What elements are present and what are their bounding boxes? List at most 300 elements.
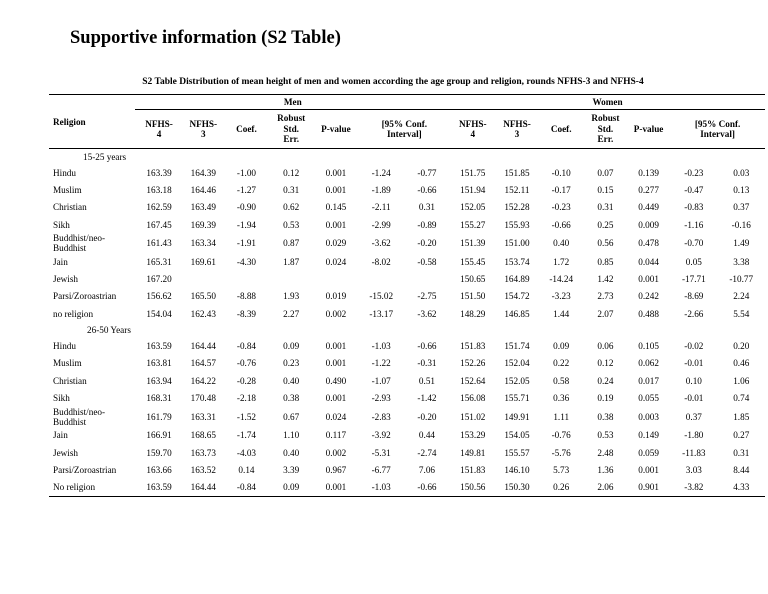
value-cell: -8.02 xyxy=(371,256,391,267)
value-cell: -0.76 xyxy=(236,358,257,369)
value-cell: 152.05 xyxy=(460,202,486,213)
value-cell: 164.57 xyxy=(190,358,216,369)
value-cell: -0.89 xyxy=(417,219,437,230)
value-cell xyxy=(183,270,224,287)
column-header-row xyxy=(49,110,765,149)
table-row xyxy=(49,461,765,478)
value-cell: 0.12 xyxy=(597,358,614,369)
religion-cell: Parsi/Zoroastrian xyxy=(53,464,117,475)
value-cell: 0.23 xyxy=(283,358,300,369)
section-row xyxy=(49,322,765,337)
religion-header: Religion xyxy=(49,95,135,149)
value-cell: 0.490 xyxy=(325,375,347,386)
value-cell: -1.07 xyxy=(371,375,391,386)
value-cell: 146.10 xyxy=(504,464,530,475)
value-cell: 0.017 xyxy=(638,375,659,386)
value-cell: 0.44 xyxy=(418,430,435,441)
value-cell: -0.76 xyxy=(551,430,571,441)
men-col-header-6: [95% Conf. Interval] xyxy=(359,110,451,149)
value-cell: 166.91 xyxy=(146,430,172,441)
value-cell: -17.71 xyxy=(681,274,706,285)
value-cell: 0.13 xyxy=(733,184,750,195)
value-cell: 163.59 xyxy=(135,478,182,496)
women-col-header-5: P-value xyxy=(627,110,670,149)
table-row xyxy=(49,407,765,427)
value-cell: 1.85 xyxy=(733,411,750,422)
data-table xyxy=(49,94,765,497)
table-row xyxy=(49,337,765,354)
men-col-header-2: NFHS- 3 xyxy=(183,110,224,149)
table-row xyxy=(49,355,765,372)
religion-cell: Muslim xyxy=(53,358,82,369)
value-cell: 0.20 xyxy=(733,341,750,352)
value-cell: 159.70 xyxy=(146,447,172,458)
value-cell: 163.31 xyxy=(190,411,216,422)
religion-cell: Jain xyxy=(53,430,68,441)
religion-cell: Hindu xyxy=(53,341,76,352)
value-cell: 0.25 xyxy=(597,219,614,230)
value-cell: 0.38 xyxy=(283,392,300,403)
value-cell: 0.149 xyxy=(638,430,659,441)
value-cell: -0.23 xyxy=(551,202,571,213)
value-cell: 0.901 xyxy=(627,478,670,496)
value-cell: 0.31 xyxy=(597,202,614,213)
value-cell: 0.31 xyxy=(733,447,750,458)
value-cell: 169.61 xyxy=(190,256,216,267)
value-cell: 0.029 xyxy=(325,238,347,249)
value-cell: 161.79 xyxy=(146,411,172,422)
value-cell: -0.31 xyxy=(417,358,437,369)
value-cell: 154.05 xyxy=(504,430,530,441)
value-cell: -1.80 xyxy=(684,430,704,441)
value-cell: 154.72 xyxy=(504,291,530,302)
religion-cell: Muslim xyxy=(53,184,82,195)
religion-cell: Buddhist/neo- Buddhist xyxy=(53,406,106,427)
value-cell: 0.15 xyxy=(597,184,614,195)
religion-cell: Parsi/Zoroastrian xyxy=(53,291,117,302)
section-label: 15-25 years xyxy=(83,151,127,162)
value-cell: -14.24 xyxy=(549,274,574,285)
value-cell: 155.27 xyxy=(460,219,486,230)
value-cell: -0.84 xyxy=(236,341,257,352)
value-cell: 150.56 xyxy=(450,478,495,496)
value-cell: 164.39 xyxy=(190,167,216,178)
value-cell: 2.27 xyxy=(283,308,300,319)
value-cell: 0.059 xyxy=(638,447,659,458)
value-cell: 0.024 xyxy=(325,256,347,267)
value-cell: 1.93 xyxy=(283,291,300,302)
value-cell: -0.28 xyxy=(236,375,257,386)
value-cell: 0.40 xyxy=(283,375,300,386)
value-cell: -1.03 xyxy=(359,478,404,496)
value-cell: -3.62 xyxy=(417,308,437,319)
value-cell: -5.76 xyxy=(551,447,571,458)
value-cell: -2.74 xyxy=(417,447,437,458)
value-cell: 163.59 xyxy=(146,341,172,352)
value-cell xyxy=(313,270,358,287)
religion-cell: Jewish xyxy=(53,447,79,458)
women-col-header-3: Coef. xyxy=(539,110,584,149)
value-cell: -13.17 xyxy=(369,308,394,319)
value-cell: 152.05 xyxy=(504,375,530,386)
value-cell: 0.36 xyxy=(553,392,570,403)
table-caption: S2 Table Distribution of mean height of men and women according the age group and religion, rounds NFHS-3 and NFHS-4 xyxy=(142,77,644,87)
value-cell: -3.92 xyxy=(371,430,391,441)
value-cell: 0.001 xyxy=(638,274,659,285)
value-cell: -0.84 xyxy=(224,478,269,496)
value-cell: 0.967 xyxy=(325,464,347,475)
value-cell: 0.001 xyxy=(325,219,347,230)
value-cell xyxy=(404,270,450,287)
value-cell: 0.14 xyxy=(238,464,255,475)
value-cell: 154.04 xyxy=(146,308,172,319)
value-cell: -8.88 xyxy=(236,291,257,302)
value-cell: 7.06 xyxy=(418,464,435,475)
value-cell: -4.30 xyxy=(236,256,257,267)
value-cell: 1.06 xyxy=(733,375,750,386)
value-cell: 0.53 xyxy=(283,219,300,230)
value-cell: -0.10 xyxy=(551,167,571,178)
value-cell: 0.003 xyxy=(638,411,659,422)
men-col-header-3: Coef. xyxy=(224,110,269,149)
table-row xyxy=(49,270,765,287)
table-row xyxy=(49,164,765,181)
value-cell: 0.58 xyxy=(553,375,570,386)
value-cell: -0.23 xyxy=(684,167,704,178)
value-cell: 5.73 xyxy=(553,464,570,475)
value-cell: -0.66 xyxy=(551,219,571,230)
value-cell: -2.66 xyxy=(684,308,704,319)
value-cell: -8.39 xyxy=(236,308,257,319)
value-cell: 150.30 xyxy=(495,478,538,496)
value-cell: 1.72 xyxy=(553,256,570,267)
value-cell: 0.001 xyxy=(313,478,358,496)
table-row xyxy=(49,427,765,444)
value-cell: -0.66 xyxy=(404,478,450,496)
religion-cell: Christian xyxy=(53,202,87,213)
section-row xyxy=(49,149,765,165)
value-cell: 0.055 xyxy=(638,392,659,403)
value-cell: 163.52 xyxy=(190,464,216,475)
value-cell: -1.42 xyxy=(417,392,437,403)
value-cell: 151.85 xyxy=(504,167,530,178)
value-cell: -10.77 xyxy=(729,274,754,285)
value-cell: 1.36 xyxy=(597,464,614,475)
value-cell: -1.52 xyxy=(236,411,257,422)
page-title: Supportive information (S2 Table) xyxy=(70,28,341,48)
value-cell: 165.50 xyxy=(190,291,216,302)
value-cell xyxy=(224,270,269,287)
section-label: 26-50 Years xyxy=(87,324,131,335)
value-cell: 163.94 xyxy=(146,375,172,386)
value-cell: 151.83 xyxy=(460,464,486,475)
value-cell: 0.002 xyxy=(325,447,347,458)
value-cell: -4.03 xyxy=(236,447,257,458)
value-cell: 3.03 xyxy=(685,464,702,475)
value-cell: 0.62 xyxy=(283,202,300,213)
value-cell: 168.31 xyxy=(146,392,172,403)
table-row xyxy=(49,372,765,389)
value-cell: 0.56 xyxy=(597,238,614,249)
value-cell: 0.22 xyxy=(553,358,570,369)
value-cell: 155.93 xyxy=(504,219,530,230)
value-cell: 163.49 xyxy=(190,202,216,213)
value-cell: 151.00 xyxy=(504,238,530,249)
value-cell: -2.18 xyxy=(236,392,257,403)
value-cell: -2.11 xyxy=(371,202,391,213)
value-cell: 0.449 xyxy=(638,202,659,213)
value-cell: -1.27 xyxy=(236,184,257,195)
value-cell: 148.29 xyxy=(460,308,486,319)
value-cell: 0.67 xyxy=(283,411,300,422)
value-cell: 0.37 xyxy=(733,202,750,213)
value-cell: 4.33 xyxy=(718,478,766,496)
value-cell: 162.59 xyxy=(146,202,172,213)
value-cell: 151.39 xyxy=(460,238,486,249)
value-cell: 152.28 xyxy=(504,202,530,213)
women-header: Women xyxy=(450,95,765,110)
value-cell: 151.50 xyxy=(460,291,486,302)
value-cell: 163.34 xyxy=(190,238,216,249)
women-col-header-6: [95% Conf. Interval] xyxy=(670,110,765,149)
value-cell: 153.29 xyxy=(460,430,486,441)
table-row xyxy=(49,478,765,496)
value-cell: -3.62 xyxy=(371,238,391,249)
value-cell: 0.044 xyxy=(638,256,659,267)
value-cell: -1.91 xyxy=(236,238,257,249)
value-cell: 155.57 xyxy=(504,447,530,458)
value-cell: 152.11 xyxy=(504,184,530,195)
value-cell: 163.18 xyxy=(146,184,172,195)
value-cell: 152.64 xyxy=(460,375,486,386)
value-cell: 153.74 xyxy=(504,256,530,267)
value-cell: -2.93 xyxy=(371,392,391,403)
value-cell: 155.45 xyxy=(460,256,486,267)
value-cell: -3.82 xyxy=(670,478,717,496)
value-cell: 0.001 xyxy=(325,341,347,352)
value-cell: -0.17 xyxy=(551,184,571,195)
religion-cell: Jain xyxy=(53,256,68,267)
value-cell: 0.09 xyxy=(269,478,313,496)
value-cell: 0.31 xyxy=(418,202,435,213)
value-cell: 0.85 xyxy=(597,256,614,267)
women-col-header-2: NFHS- 3 xyxy=(495,110,538,149)
table-row xyxy=(49,253,765,270)
value-cell: 167.20 xyxy=(146,274,172,285)
value-cell: 0.05 xyxy=(685,256,702,267)
religion-cell: Buddhist/neo- Buddhist xyxy=(53,233,106,254)
value-cell: -0.58 xyxy=(417,256,437,267)
religion-cell: Sikh xyxy=(53,392,70,403)
value-cell: 162.43 xyxy=(190,308,216,319)
value-cell: 1.49 xyxy=(733,238,750,249)
table-row xyxy=(49,305,765,322)
value-cell: -0.01 xyxy=(684,358,704,369)
religion-cell: Hindu xyxy=(53,167,76,178)
value-cell: -2.99 xyxy=(371,219,391,230)
women-col-header-4: Robust Std. Err. xyxy=(584,110,627,149)
value-cell: -1.74 xyxy=(236,430,257,441)
religion-cell: Sikh xyxy=(53,219,70,230)
value-cell: 0.46 xyxy=(733,358,750,369)
value-cell: -1.03 xyxy=(371,341,391,352)
value-cell: 0.37 xyxy=(685,411,702,422)
table-row xyxy=(49,288,765,305)
table-row xyxy=(49,233,765,253)
value-cell: 0.242 xyxy=(638,291,659,302)
value-cell: -0.66 xyxy=(417,341,437,352)
value-cell: -3.23 xyxy=(551,291,571,302)
value-cell: 2.24 xyxy=(733,291,750,302)
value-cell: 0.26 xyxy=(539,478,584,496)
value-cell: -1.16 xyxy=(684,219,704,230)
value-cell: -0.20 xyxy=(417,411,437,422)
value-cell: 0.12 xyxy=(283,167,300,178)
value-cell: 151.74 xyxy=(504,341,530,352)
value-cell: -1.24 xyxy=(371,167,391,178)
value-cell: 0.488 xyxy=(638,308,659,319)
value-cell: 0.24 xyxy=(597,375,614,386)
value-cell: 156.62 xyxy=(146,291,172,302)
table-row xyxy=(49,216,765,233)
value-cell: 151.75 xyxy=(460,167,486,178)
table-body xyxy=(49,149,765,497)
value-cell: 0.87 xyxy=(283,238,300,249)
value-cell: 155.71 xyxy=(504,392,530,403)
value-cell: 167.45 xyxy=(146,219,172,230)
value-cell: 165.31 xyxy=(146,256,172,267)
value-cell: 3.39 xyxy=(283,464,300,475)
value-cell: 0.09 xyxy=(553,341,570,352)
value-cell: 0.001 xyxy=(325,358,347,369)
value-cell: 0.001 xyxy=(325,392,347,403)
value-cell: 163.81 xyxy=(146,358,172,369)
value-cell: 156.08 xyxy=(460,392,486,403)
value-cell: 151.94 xyxy=(460,184,486,195)
value-cell: 0.277 xyxy=(638,184,659,195)
value-cell: 0.10 xyxy=(685,375,702,386)
value-cell: 0.062 xyxy=(638,358,659,369)
value-cell: 2.07 xyxy=(597,308,614,319)
value-cell: 0.117 xyxy=(325,430,347,441)
value-cell: 0.105 xyxy=(638,341,659,352)
value-cell: 163.39 xyxy=(146,167,172,178)
value-cell: -0.77 xyxy=(417,167,437,178)
value-cell: 8.44 xyxy=(733,464,750,475)
value-cell: 0.001 xyxy=(638,464,659,475)
value-cell: -0.90 xyxy=(236,202,257,213)
value-cell: 1.87 xyxy=(283,256,300,267)
value-cell: 163.73 xyxy=(190,447,216,458)
men-col-header-5: P-value xyxy=(313,110,358,149)
value-cell: 149.91 xyxy=(504,411,530,422)
value-cell: 0.001 xyxy=(325,184,347,195)
value-cell: 152.04 xyxy=(504,358,530,369)
value-cell: -5.31 xyxy=(371,447,391,458)
table-row xyxy=(49,181,765,198)
value-cell: 161.43 xyxy=(146,238,172,249)
value-cell: 164.89 xyxy=(504,274,530,285)
value-cell: 169.39 xyxy=(190,219,216,230)
value-cell: 150.65 xyxy=(460,274,486,285)
value-cell: 0.31 xyxy=(283,184,300,195)
value-cell: 0.51 xyxy=(418,375,435,386)
value-cell: 168.65 xyxy=(190,430,216,441)
value-cell: -6.77 xyxy=(371,464,391,475)
value-cell: 1.10 xyxy=(283,430,300,441)
table-row xyxy=(49,444,765,461)
value-cell: 149.81 xyxy=(460,447,486,458)
value-cell: -15.02 xyxy=(369,291,394,302)
value-cell: 164.44 xyxy=(183,478,224,496)
value-cell: 0.53 xyxy=(597,430,614,441)
value-cell: -1.22 xyxy=(371,358,391,369)
value-cell: 0.19 xyxy=(597,392,614,403)
value-cell: 1.11 xyxy=(553,411,570,422)
men-header: Men xyxy=(135,95,450,110)
value-cell: 0.002 xyxy=(325,308,347,319)
men-col-header-4: Robust Std. Err. xyxy=(269,110,313,149)
value-cell: 0.07 xyxy=(597,167,614,178)
value-cell: 0.009 xyxy=(638,219,659,230)
value-cell: -11.83 xyxy=(682,447,706,458)
group-header-row xyxy=(49,95,765,110)
value-cell: -2.83 xyxy=(371,411,391,422)
value-cell: 0.27 xyxy=(733,430,750,441)
value-cell: -0.83 xyxy=(684,202,704,213)
value-cell xyxy=(269,270,313,287)
value-cell: 0.024 xyxy=(325,411,347,422)
value-cell: 0.03 xyxy=(733,167,750,178)
value-cell: 152.26 xyxy=(460,358,486,369)
value-cell: 164.44 xyxy=(190,341,216,352)
value-cell: -0.02 xyxy=(684,341,704,352)
value-cell: -0.47 xyxy=(684,184,704,195)
value-cell: 5.54 xyxy=(733,308,750,319)
value-cell: 2.73 xyxy=(597,291,614,302)
religion-cell: No religion xyxy=(49,478,135,496)
value-cell: -0.70 xyxy=(684,238,704,249)
value-cell: 151.83 xyxy=(460,341,486,352)
value-cell: -1.89 xyxy=(371,184,391,195)
value-cell xyxy=(359,270,404,287)
value-cell: 146.85 xyxy=(504,308,530,319)
table-row xyxy=(49,199,765,216)
value-cell: -0.66 xyxy=(417,184,437,195)
religion-cell: no religion xyxy=(53,308,94,319)
value-cell: 1.44 xyxy=(553,308,570,319)
value-cell: 164.22 xyxy=(190,375,216,386)
men-col-header-1: NFHS- 4 xyxy=(135,110,182,149)
value-cell: 0.74 xyxy=(733,392,750,403)
value-cell: 0.478 xyxy=(638,238,659,249)
value-cell: 151.02 xyxy=(460,411,486,422)
religion-cell: Christian xyxy=(53,375,87,386)
value-cell: 0.145 xyxy=(325,202,347,213)
women-col-header-1: NFHS- 4 xyxy=(450,110,495,149)
value-cell: 0.09 xyxy=(283,341,300,352)
value-cell: 0.139 xyxy=(638,167,659,178)
value-cell: -1.94 xyxy=(236,219,257,230)
value-cell: -2.75 xyxy=(417,291,437,302)
value-cell: 2.06 xyxy=(584,478,627,496)
value-cell: 0.38 xyxy=(597,411,614,422)
value-cell: -0.01 xyxy=(684,392,704,403)
value-cell: -0.20 xyxy=(417,238,437,249)
table-row xyxy=(49,389,765,406)
value-cell: -0.16 xyxy=(731,219,751,230)
value-cell: 0.001 xyxy=(325,167,347,178)
